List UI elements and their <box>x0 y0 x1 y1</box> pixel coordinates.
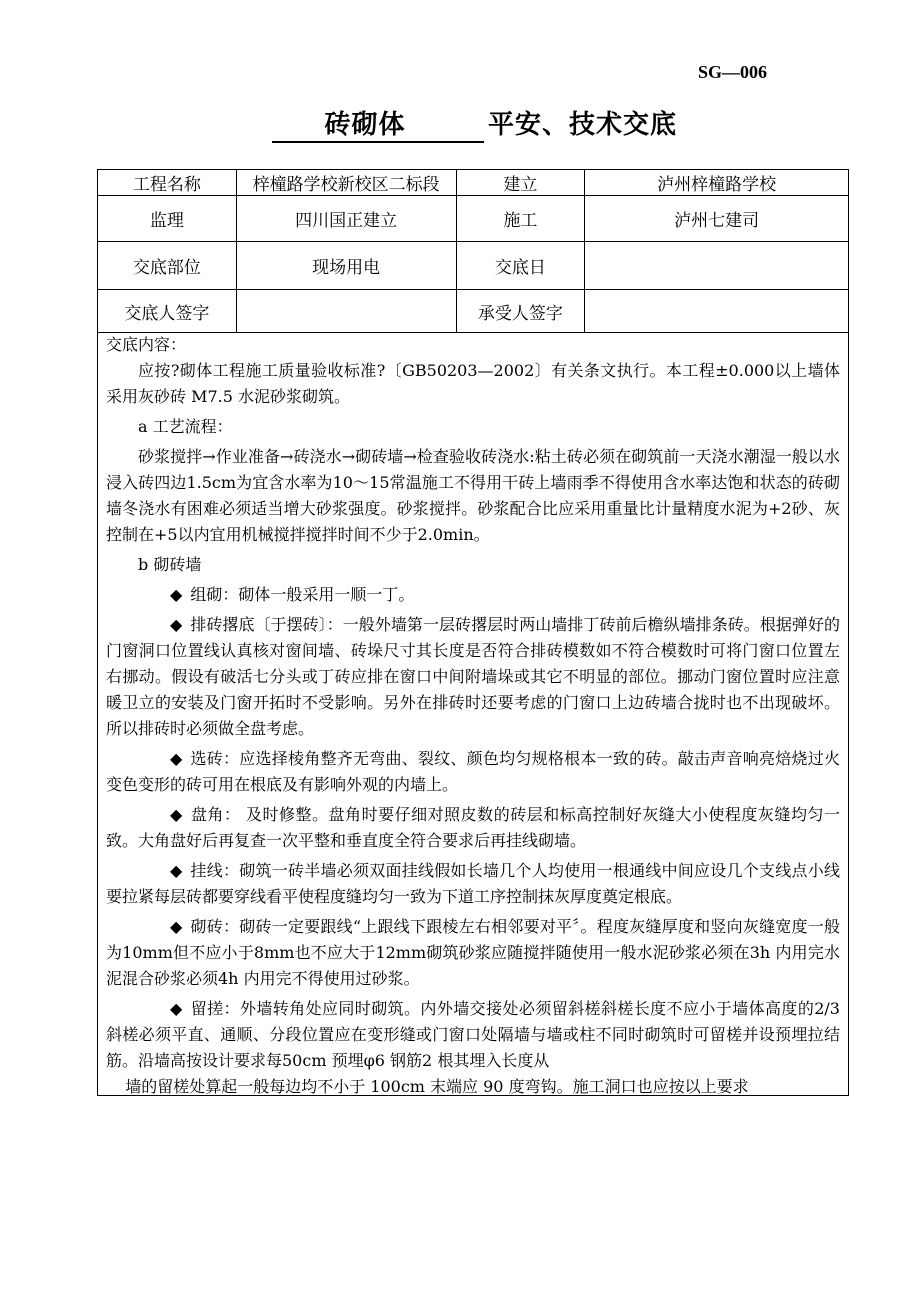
diamond-bullet-icon: ◆ <box>170 999 183 1018</box>
bullet-item: ◆ 盘角： 及时修整。盘角时要仔细对照皮数的砖层和标高控制好灰缝大小使程度灰缝均匀一致。大角盘好后再复查一次平整和垂直度全符合要求后再挂线砌墙。 <box>106 802 840 854</box>
diamond-bullet-icon: ◆ <box>170 615 183 634</box>
table-row <box>98 290 849 333</box>
label-contractor: 施工 <box>456 196 585 242</box>
value-contractor: 泸州七建司 <box>585 196 849 242</box>
paragraph: 应按?砌体工程施工质量验收标准?〔GB50203—2002〕有关条文执行。本工程±0.000以上墙体采用灰砂砖 M7.5 水泥砂浆砌筑。 <box>106 361 840 406</box>
diamond-bullet-icon: ◆ <box>170 805 183 824</box>
bullet-item: ◆ 排砖撂底〔于摆砖〕：一般外墙第一层砖撂层时两山墙排丁砖前后檐纵墙排条砖。根据弹好的门窗洞口位置线认真核对窗间墙、砖垛尺寸其长度是否符合排砖模数如不符合模数时可将门窗口位置左右挪动。假设有破活七分头或丁砖应排在窗口中间附墙垛或其它不明显的部位。挪动门窗位置时应注意暖卫立的安装及门窗开拓时不受影响。另外在排砖时还要考虑的门窗口上边砖墙合拢时也不出现破坏。所以排砖时必须做全盘考虑。 <box>106 612 840 742</box>
value-presenter-signature <box>236 290 456 333</box>
label-supervisor: 监理 <box>98 196 237 242</box>
value-location: 现场用电 <box>236 242 456 290</box>
value-receiver-signature <box>585 290 849 333</box>
diamond-bullet-icon: ◆ <box>170 917 183 936</box>
briefing-content <box>97 332 849 1096</box>
diamond-bullet-icon: ◆ <box>170 585 183 604</box>
title-underline-gap <box>440 140 484 143</box>
bullet-item: ◆ 留搓：外墙转角处应同时砌筑。内外墙交接处必须留斜槎斜槎长度不应小于墙体高度的2/3斜槎必须平直、通顺、分段位置应在变形缝或门窗口处隔墙与墙或柱不同时砌筑时可留槎并设预埋拉结筋。沿墙高按设计要求每50cm 预埋φ6 钢筋2 根其埋入长度从 <box>106 996 840 1074</box>
label-receiver-signature: 承受人签字 <box>456 290 585 333</box>
page-title <box>272 104 677 143</box>
table-row <box>98 242 849 290</box>
label-presenter-signature: 交底人签字 <box>98 290 237 333</box>
section-heading: b 砌砖墙 <box>138 555 202 574</box>
paragraph: 墙的留槎处算起一般每边均不小于 100cm 末端应 90 度弯钩。施工洞口也应按以上要求 <box>125 1077 749 1096</box>
bullet-item: ◆ 组砌：砌体一般采用一顺一丁。 <box>106 582 840 608</box>
project-info-table <box>97 169 849 333</box>
label-owner: 建立 <box>456 170 585 196</box>
value-project-name: 梓橦路学校新校区二标段 <box>236 170 456 196</box>
content-heading: 交底内容： <box>106 335 187 354</box>
bullet-item: ◆ 砌砖：砌砖一定要跟线“上跟线下跟棱左右相邻要对平〞。程度灰缝厚度和竖向灰缝宽度一般为10mm但不应小于8mm也不应大于12mm砌筑砂浆应随搅拌随使用一般水泥砂浆必须在3h 内用完水泥混合砂浆必须4h 内用完不得使用过砂浆。 <box>106 914 840 992</box>
bullet-item: ◆ 挂线：砌筑一砖半墙必须双面挂线假如长墙几个人均使用一根通线中间应设几个支线点小线要拉紧每层砖都要穿线看平使程度缝均匀一致为下道工序控制抹灰厚度奠定根底。 <box>106 858 840 910</box>
document-code: SG—006 <box>698 62 768 82</box>
diamond-bullet-icon: ◆ <box>170 861 183 880</box>
section-heading: a 工艺流程： <box>138 417 233 436</box>
value-owner: 泸州梓橦路学校 <box>585 170 849 196</box>
value-supervisor: 四川国正建立 <box>236 196 456 242</box>
table-row <box>98 196 849 242</box>
bullet-item: ◆ 选砖：应选择棱角整齐无弯曲、裂纹、颜色均匀规格根本一致的砖。敲击声音响亮焙烧过火变色变形的砖可用在根底及有影响外观的内墙上。 <box>106 746 840 798</box>
label-date: 交底日 <box>456 242 585 290</box>
label-project-name: 工程名称 <box>98 170 237 196</box>
value-date <box>585 242 849 290</box>
title-subject: 砖砌体 <box>272 104 440 143</box>
table-row <box>98 170 849 196</box>
label-location: 交底部位 <box>98 242 237 290</box>
diamond-bullet-icon: ◆ <box>170 749 183 768</box>
paragraph: 砂浆搅拌→作业准备→砖浇水→砌砖墙→检查验收砖浇水:粘土砖必须在砌筑前一天浇水潮湿一般以水浸入砖四边1.5cm为宜含水率为10～15常温施工不得用干砖上墙雨季不得使用含水率达饱和状态的砖砌墙冬浇水有困难必须适当增大砂浆强度。砂浆搅拌。砂浆配合比应采用重量比计量精度水泥为+2砂、灰控制在+5以内宜用机械搅拌搅拌时间不少于2.0min。 <box>106 447 840 544</box>
title-suffix: 平安、技术交底 <box>488 110 678 140</box>
